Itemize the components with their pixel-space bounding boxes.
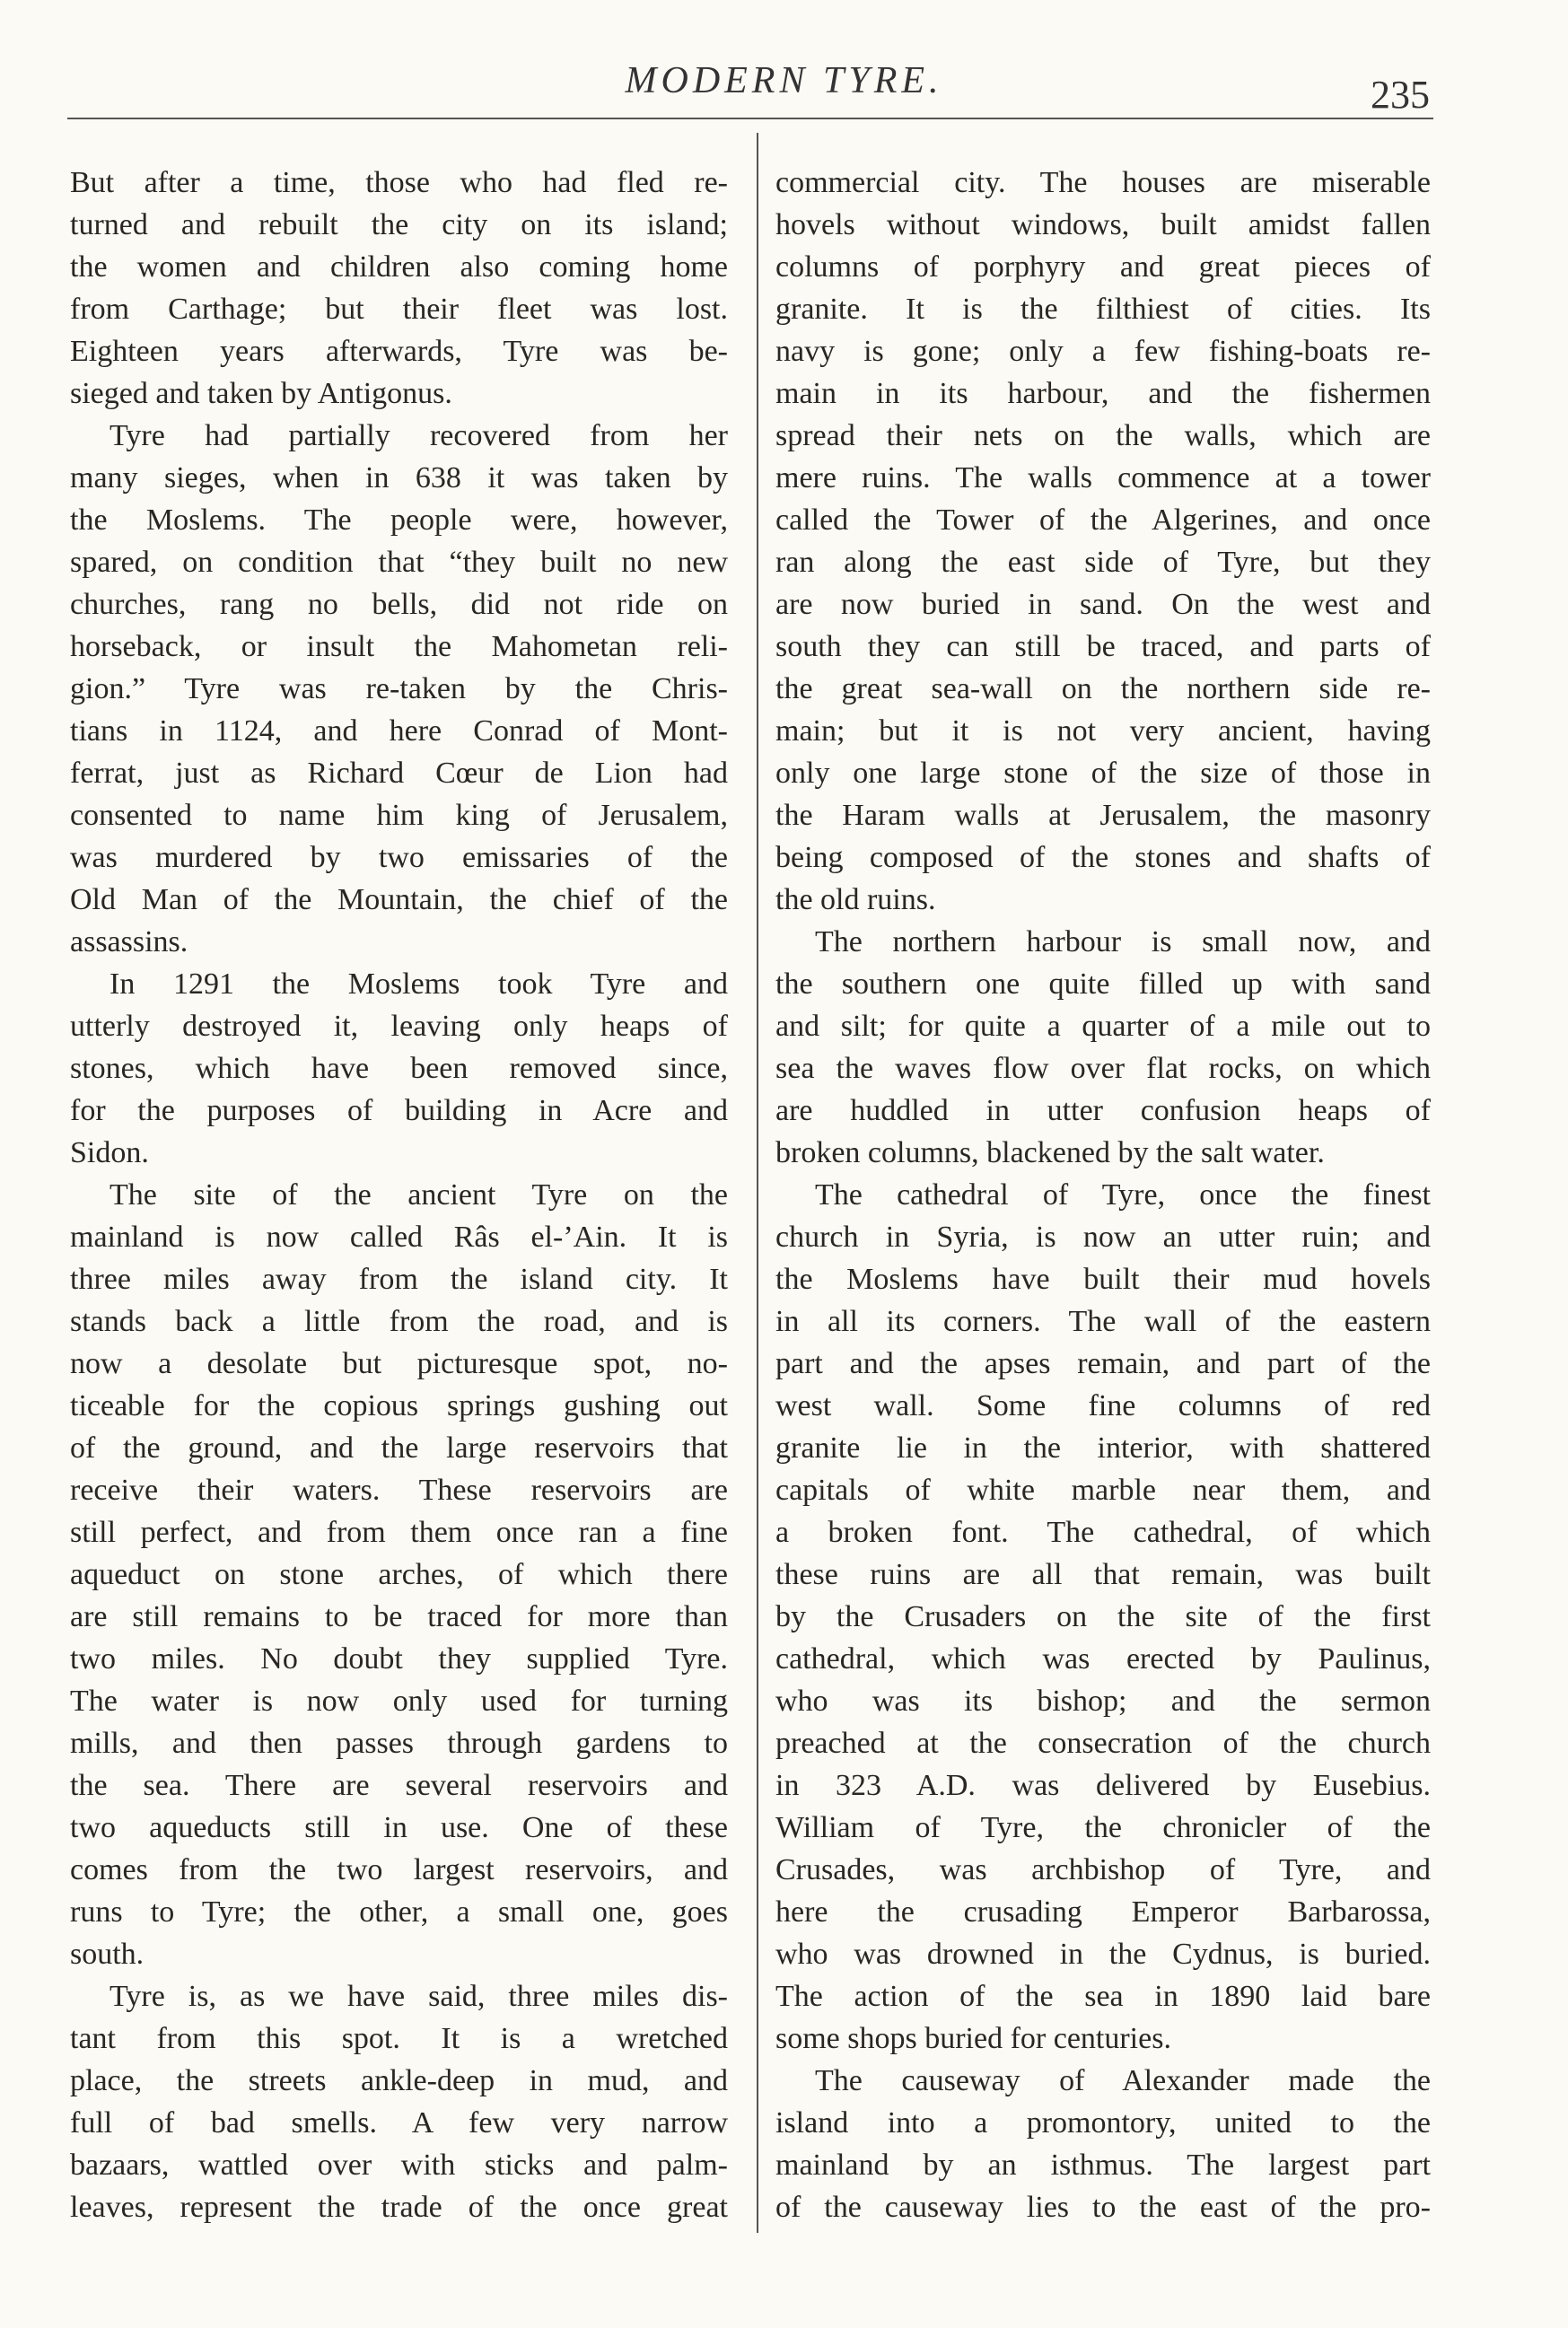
- left-column: [70, 162, 728, 2228]
- text-line: some shops buried for centuries.: [775, 2022, 1171, 2055]
- text-line: leaves, represent the trade of the once great: [70, 2191, 728, 2224]
- text-line: ran along the east side of Tyre, but they: [775, 546, 1431, 579]
- text-line: in 323 A.D. was delivered by Eusebius.: [775, 1769, 1431, 1802]
- text-line: runs to Tyre; the other, a small one, goes: [70, 1895, 728, 1929]
- text-line: horseback, or insult the Mahometan reli-: [70, 630, 728, 663]
- text-line: are still remains to be traced for more than: [70, 1600, 728, 1633]
- text-line: Crusades, was archbishop of Tyre, and: [775, 1853, 1431, 1886]
- text-line: for the purposes of building in Acre and: [70, 1094, 728, 1127]
- text-line: still perfect, and from them once ran a fine: [70, 1516, 728, 1549]
- text-line: was murdered by two emissaries of the: [70, 841, 728, 874]
- text-line: mere ruins. The walls commence at a tower: [775, 461, 1431, 494]
- text-line: The site of the ancient Tyre on the: [109, 1178, 728, 1212]
- text-line: of the ground, and the large reservoirs that: [70, 1431, 728, 1465]
- text-line: being composed of the stones and shafts of: [775, 841, 1431, 874]
- text-line: of the causeway lies to the east of the pro-: [775, 2191, 1431, 2224]
- text-line: south they can still be traced, and parts of: [775, 630, 1431, 663]
- text-line: The northern harbour is small now, and: [815, 925, 1431, 958]
- text-line: commercial city. The houses are miserable: [775, 166, 1431, 199]
- text-line: the old ruins.: [775, 883, 936, 916]
- text-line: island into a promontory, united to the: [775, 2106, 1431, 2140]
- text-line: bazaars, wattled over with sticks and palm-: [70, 2149, 728, 2182]
- text-line: cathedral, which was erected by Paulinus,: [775, 1642, 1431, 1676]
- text-line: stones, which have been removed since,: [70, 1052, 728, 1085]
- text-line: and silt; for quite a quarter of a mile out to: [775, 1010, 1431, 1043]
- text-line: sieged and taken by Antigonus.: [70, 377, 452, 410]
- right-column: [775, 162, 1431, 2228]
- text-line: a broken font. The cathedral, of which: [775, 1516, 1431, 1549]
- text-line: here the crusading Emperor Barbarossa,: [775, 1895, 1431, 1929]
- text-line: church in Syria, is now an utter ruin; and: [775, 1221, 1431, 1254]
- text-line: William of Tyre, the chronicler of the: [775, 1811, 1431, 1844]
- text-line: Old Man of the Mountain, the chief of the: [70, 883, 728, 916]
- text-line: granite lie in the interior, with shattered: [775, 1431, 1431, 1465]
- text-line: mills, and then passes through gardens to: [70, 1727, 728, 1760]
- text-line: ferrat, just as Richard Cœur de Lion had: [70, 757, 728, 790]
- text-line: full of bad smells. A few very narrow: [70, 2106, 728, 2140]
- text-line: part and the apses remain, and part of the: [775, 1347, 1431, 1380]
- text-line: now a desolate but picturesque spot, no-: [70, 1347, 728, 1380]
- text-line: churches, rang no bells, did not ride on: [70, 588, 728, 621]
- text-line: capitals of white marble near them, and: [775, 1474, 1431, 1507]
- text-line: But after a time, those who had fled re-: [70, 166, 728, 199]
- text-line: Eighteen years afterwards, Tyre was be-: [70, 335, 728, 368]
- text-line: columns of porphyry and great pieces of: [775, 250, 1431, 284]
- text-line: mainland is now called Râs el-’Ain. It is: [70, 1221, 728, 1254]
- text-line: assassins.: [70, 925, 188, 958]
- text-line: turned and rebuilt the city on its island;: [70, 208, 728, 241]
- text-line: The causeway of Alexander made the: [815, 2064, 1431, 2097]
- text-line: many sieges, when in 638 it was taken by: [70, 461, 728, 494]
- text-line: three miles away from the island city. It: [70, 1263, 728, 1296]
- text-line: Tyre had partially recovered from her: [109, 419, 728, 452]
- text-line: the Moslems have built their mud hovels: [775, 1263, 1431, 1296]
- text-line: Tyre is, as we have said, three miles dis-: [109, 1980, 728, 2013]
- text-line: from Carthage; but their fleet was lost.: [70, 293, 728, 326]
- text-line: these ruins are all that remain, was built: [775, 1558, 1431, 1591]
- text-line: spared, on condition that “they built no new: [70, 546, 728, 579]
- text-line: are now buried in sand. On the west and: [775, 588, 1431, 621]
- text-line: utterly destroyed it, leaving only heaps of: [70, 1010, 728, 1043]
- text-line: spread their nets on the walls, which are: [775, 419, 1431, 452]
- column-divider: [757, 133, 758, 2233]
- text-line: mainland by an isthmus. The largest part: [775, 2149, 1431, 2182]
- text-line: who was its bishop; and the sermon: [775, 1685, 1431, 1718]
- text-line: in all its corners. The wall of the eastern: [775, 1305, 1431, 1338]
- text-line: the Moslems. The people were, however,: [70, 503, 728, 537]
- text-line: gion.” Tyre was re-taken by the Chris-: [70, 672, 728, 705]
- text-line: the sea. There are several reservoirs and: [70, 1769, 728, 1802]
- text-line: hovels without windows, built amidst fallen: [775, 208, 1431, 241]
- text-line: two miles. No doubt they supplied Tyre.: [70, 1642, 728, 1676]
- text-line: by the Crusaders on the site of the first: [775, 1600, 1431, 1633]
- text-line: granite. It is the filthiest of cities. Its: [775, 293, 1431, 326]
- text-line: sea the waves flow over flat rocks, on which: [775, 1052, 1431, 1085]
- text-line: are huddled in utter confusion heaps of: [775, 1094, 1431, 1127]
- text-line: ticeable for the copious springs gushing out: [70, 1389, 728, 1422]
- text-line: aqueduct on stone arches, of which there: [70, 1558, 728, 1591]
- text-line: The water is now only used for turning: [70, 1685, 728, 1718]
- text-line: navy is gone; only a few fishing-boats re-: [775, 335, 1431, 368]
- text-line: south.: [70, 1938, 145, 1971]
- text-line: comes from the two largest reservoirs, and: [70, 1853, 728, 1886]
- text-line: preached at the consecration of the church: [775, 1727, 1431, 1760]
- text-line: In 1291 the Moslems took Tyre and: [109, 967, 728, 1001]
- text-line: stands back a little from the road, and is: [70, 1305, 728, 1338]
- page-number: 235: [1371, 73, 1430, 117]
- header-rule: [67, 118, 1433, 119]
- text-line: tians in 1124, and here Conrad of Mont-: [70, 714, 728, 748]
- text-line: the southern one quite filled up with sand: [775, 967, 1431, 1001]
- text-line: main in its harbour, and the fishermen: [775, 377, 1431, 410]
- text-line: two aqueducts still in use. One of these: [70, 1811, 728, 1844]
- text-line: receive their waters. These reservoirs are: [70, 1474, 728, 1507]
- text-line: consented to name him king of Jerusalem,: [70, 799, 728, 832]
- text-line: Sidon.: [70, 1136, 149, 1169]
- text-line: main; but it is not very ancient, having: [775, 714, 1431, 748]
- text-line: tant from this spot. It is a wretched: [70, 2022, 728, 2055]
- text-line: the women and children also coming home: [70, 250, 728, 284]
- text-line: called the Tower of the Algerines, and once: [775, 503, 1431, 537]
- text-line: who was drowned in the Cydnus, is buried.: [775, 1938, 1431, 1971]
- text-line: broken columns, blackened by the salt water.: [775, 1136, 1325, 1169]
- text-line: The action of the sea in 1890 laid bare: [775, 1980, 1431, 2013]
- text-line: west wall. Some fine columns of red: [775, 1389, 1431, 1422]
- text-line: the great sea-wall on the northern side re-: [775, 672, 1431, 705]
- running-title: MODERN TYRE.: [625, 60, 943, 101]
- text-line: the Haram walls at Jerusalem, the masonry: [775, 799, 1431, 832]
- text-line: place, the streets ankle-deep in mud, and: [70, 2064, 728, 2097]
- text-line: The cathedral of Tyre, once the finest: [815, 1178, 1431, 1212]
- text-line: only one large stone of the size of those in: [775, 757, 1431, 790]
